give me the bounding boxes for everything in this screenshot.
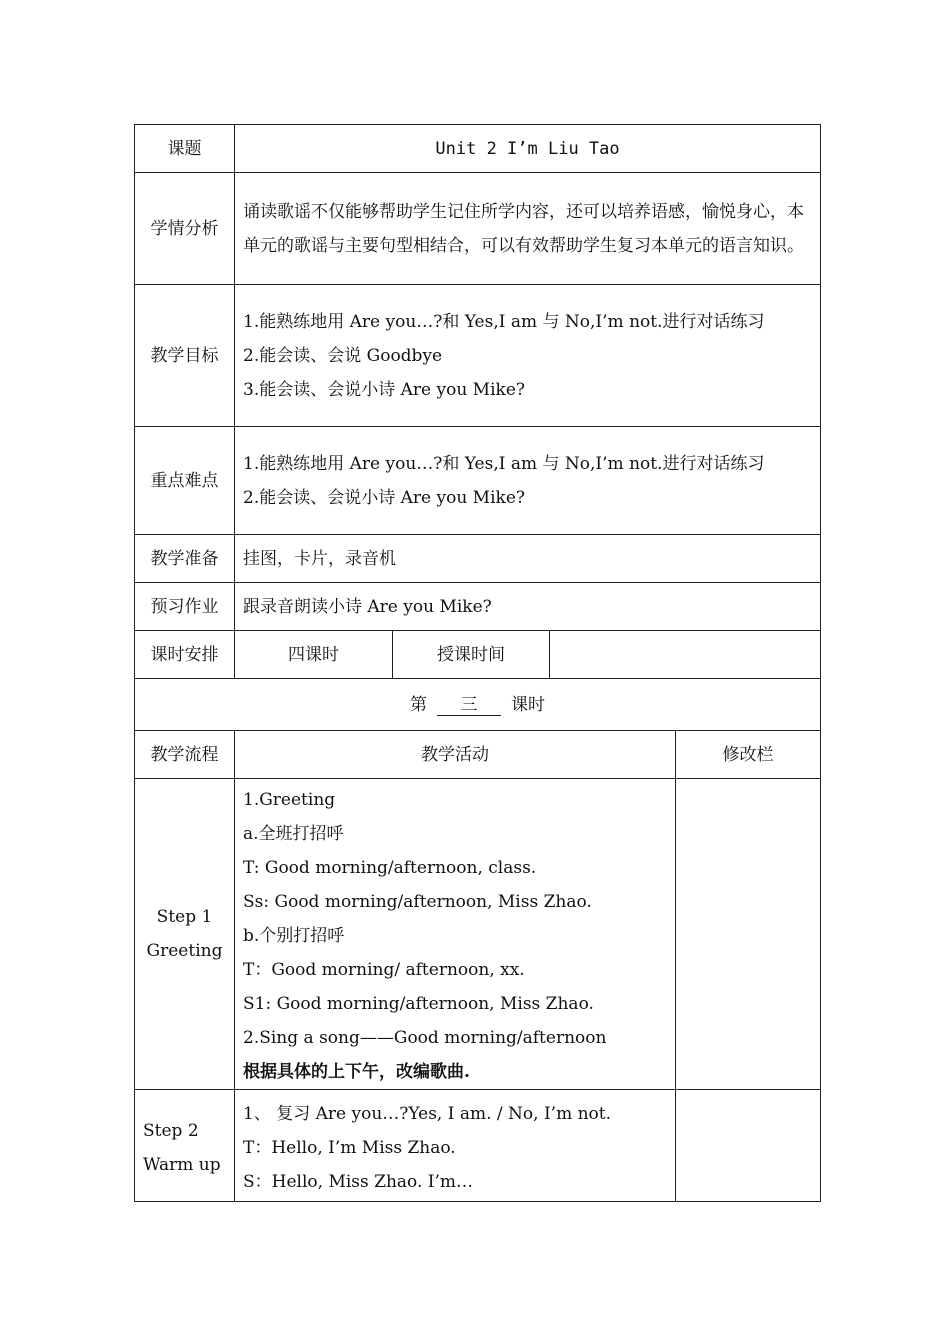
analysis-row	[135, 173, 821, 285]
objective-item: 3.能会读、会说小诗 Are you Mike?	[243, 379, 526, 400]
schedule-label: 课时安排	[135, 631, 235, 679]
step-activity-cell	[235, 1090, 676, 1202]
activity-note: 根据具体的上下午，改编歌曲.	[243, 1062, 470, 1082]
activity-line: 1、 复习 Are you…?Yes, I am. / No, I’m not.	[243, 1103, 612, 1124]
step-name: Step 2	[143, 1120, 199, 1141]
teaching-time-value	[550, 631, 821, 679]
objective-item: 2.能会读、会说 Goodbye	[243, 345, 443, 366]
objectives-row	[135, 285, 821, 427]
key-points-label: 重点难点	[135, 427, 235, 535]
key-points-row	[135, 427, 821, 535]
flow-header-row	[135, 731, 821, 779]
lesson-prefix: 第	[410, 694, 428, 715]
activity-line: T：Hello, I’m Miss Zhao.	[243, 1137, 456, 1158]
activity-line: S1: Good morning/afternoon, Miss Zhao.	[243, 994, 594, 1014]
step-row	[135, 779, 821, 1090]
lesson-plan-sheet	[134, 124, 820, 1202]
key-point-item: 1.能熟练地用 Are you…?和 Yes,I am 与 No,I’m not.进行对话练习	[243, 453, 765, 474]
step-activity-cell	[235, 779, 676, 1090]
step-title: Greeting	[146, 941, 223, 961]
topic-row	[135, 125, 821, 173]
analysis-cell	[235, 173, 821, 285]
teaching-time-label: 授课时间	[393, 631, 550, 679]
preparation-label: 教学准备	[135, 535, 235, 583]
flow-header-step: 教学流程	[135, 731, 235, 779]
step-revision-cell	[676, 1090, 821, 1202]
lesson-number: 三	[437, 695, 501, 716]
key-point-item: 2.能会读、会说小诗 Are you Mike?	[243, 487, 526, 508]
activity-line: b.个别打招呼	[243, 926, 345, 946]
analysis-label: 学情分析	[135, 173, 235, 285]
step-name: Step 1	[156, 907, 213, 927]
preparation-row	[135, 535, 821, 583]
objective-item: 1.能熟练地用 Are you…?和 Yes,I am 与 No,I’m not.进行对话练习	[243, 311, 765, 332]
activity-line: 1.Greeting	[243, 790, 336, 810]
lesson-suffix: 课时	[511, 694, 546, 715]
analysis-text: 诵读歌谣不仅能够帮助学生记住所学内容，还可以培养语感，愉悦身心，本单元的歌谣与主要句型相结合，可以有效帮助学生复习本单元的语言知识。	[243, 201, 804, 256]
schedule-row	[135, 631, 821, 679]
activity-line: T：Good morning/ afternoon, xx.	[243, 960, 525, 980]
activity-line: T: Good morning/afternoon, class.	[243, 858, 537, 878]
lesson-number-cell	[135, 679, 821, 731]
preparation-value: 挂图，卡片，录音机	[235, 535, 821, 583]
flow-header-activity: 教学活动	[235, 731, 676, 779]
step-row	[135, 1090, 821, 1202]
lesson-plan-table	[134, 124, 821, 1202]
homework-label: 预习作业	[135, 583, 235, 631]
lesson-number-row	[135, 679, 821, 731]
objectives-cell	[235, 285, 821, 427]
activity-line: 2.Sing a song——Good morning/afternoon	[243, 1028, 607, 1048]
step-title: Warm up	[143, 1154, 221, 1175]
activity-line: a.全班打招呼	[243, 824, 344, 844]
homework-value: 跟录音朗读小诗 Are you Mike?	[235, 583, 821, 631]
key-points-cell	[235, 427, 821, 535]
homework-row	[135, 583, 821, 631]
topic-value: Unit 2 I’m Liu Tao	[235, 125, 821, 173]
step-name-cell	[135, 1090, 235, 1202]
activity-line: Ss: Good morning/afternoon, Miss Zhao.	[243, 892, 592, 912]
schedule-value: 四课时	[235, 631, 393, 679]
flow-header-revision: 修改栏	[676, 731, 821, 779]
objectives-label: 教学目标	[135, 285, 235, 427]
topic-label: 课题	[135, 125, 235, 173]
step-revision-cell	[676, 779, 821, 1090]
activity-line: S：Hello, Miss Zhao. I’m…	[243, 1171, 474, 1192]
step-name-cell	[135, 779, 235, 1090]
